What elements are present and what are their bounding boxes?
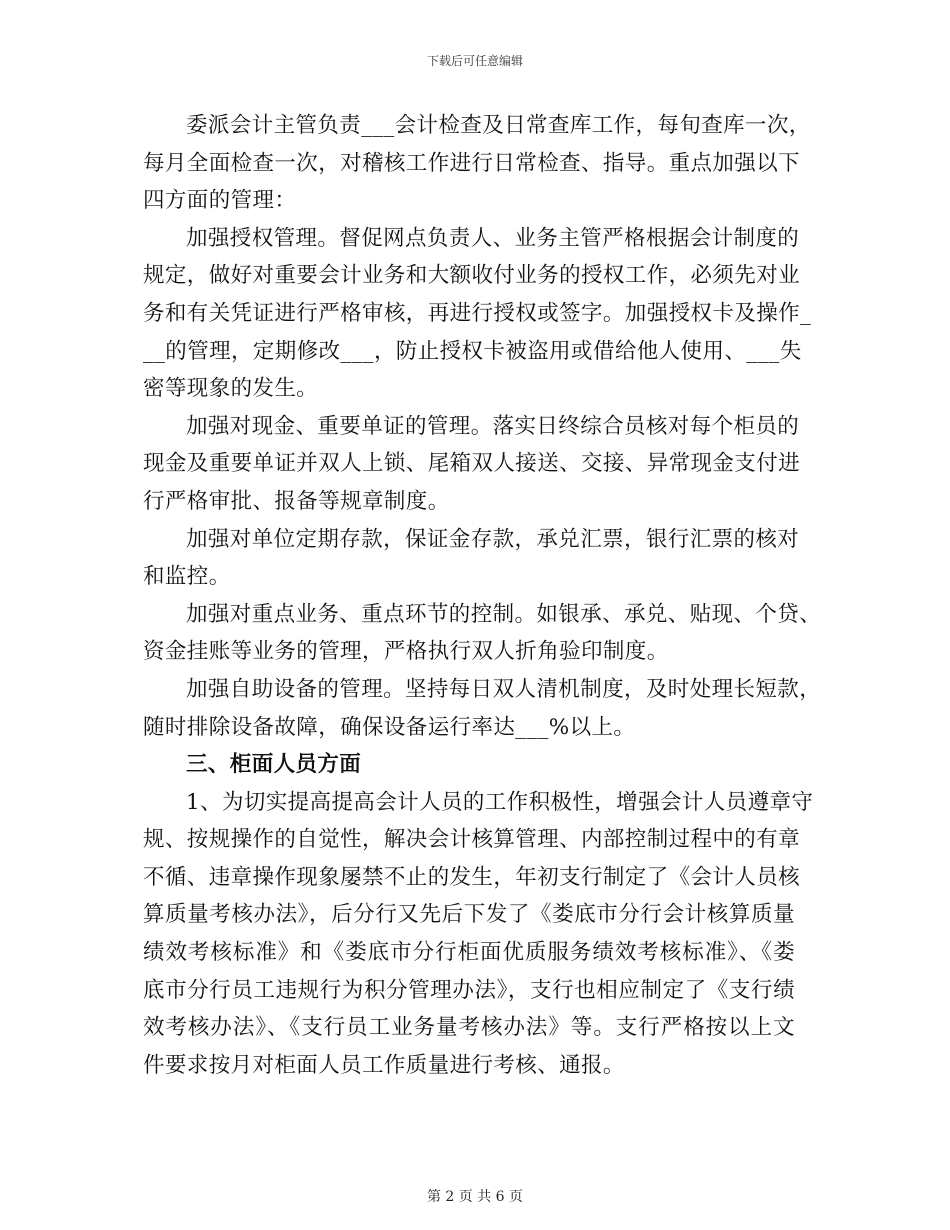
text-line: 三、柜面人员方面 bbox=[186, 752, 362, 778]
text-line: 密等现象的发生。 bbox=[143, 376, 319, 402]
text-line: 效考核办法》、《支行员工业务量考核办法》等。支行严格按以上文 bbox=[143, 1015, 795, 1041]
paragraph bbox=[143, 784, 814, 1085]
paragraph bbox=[143, 408, 801, 521]
text-line: 加强自助设备的管理。坚持每日双人清机制度，及时处理长短款， bbox=[186, 676, 822, 702]
page-footer: 第 2 页 共 6 页 bbox=[426, 1189, 524, 1205]
text-line: 件要求按月对柜面人员工作质量进行考核、通报。 bbox=[143, 1052, 625, 1078]
paragraph bbox=[143, 521, 800, 596]
text-line: 四方面的管理： bbox=[143, 188, 297, 214]
text-line: 加强对重点业务、重点环节的控制。如银承、承兑、贴现、个贷、 bbox=[186, 601, 822, 627]
text-line: 算质量考核办法》，后分行又先后下发了《娄底市分行会计核算质量 bbox=[143, 902, 795, 928]
text-line: 加强对单位定期存款，保证金存款，承兑汇票，银行汇票的核对 bbox=[186, 526, 800, 552]
text-line: 资金挂账等业务的管理，严格执行双人折角验印制度。 bbox=[143, 639, 669, 665]
paragraph bbox=[143, 220, 812, 408]
text-line: 规定，做好对重要会计业务和大额收付业务的授权工作，必须先对业 bbox=[143, 263, 801, 289]
text-line: 规、按规操作的自觉性，解决会计核算管理、内部控制过程中的有章 bbox=[143, 827, 801, 853]
text-line: 加强对现金、重要单证的管理。落实日终综合员核对每个柜员的 bbox=[186, 413, 800, 439]
page-header: 下载后可任意编辑 bbox=[426, 54, 523, 68]
text-line: 加强授权管理。督促网点负责人、业务主管严格根据会计制度的 bbox=[186, 225, 800, 251]
text-line: 1、为切实提高提高会计人员的工作积极性，增强会计人员遵章守 bbox=[186, 789, 814, 815]
paragraph bbox=[143, 671, 822, 746]
text-line: 随时排除设备故障，确保设备运行率达___%以上。 bbox=[143, 714, 636, 740]
text-line: 绩效考核标准》和《娄底市分行柜面优质服务绩效考核标准》、《娄 bbox=[143, 940, 795, 966]
text-line: __的管理，定期修改___，防止授权卡被盗用或借给他人使用、___失 bbox=[143, 338, 802, 364]
text-line: 每月全面检查一次，对稽核工作进行日常检查、指导。重点加强以下 bbox=[143, 150, 801, 176]
text-line: 和监控。 bbox=[143, 564, 231, 590]
text-line: 不循、违章操作现象屡禁不止的发生，年初支行制定了《会计人员核 bbox=[143, 864, 801, 890]
paragraph bbox=[143, 107, 811, 220]
text-line: 委派会计主管负责___会计检查及日常查库工作，每旬查库一次， bbox=[186, 113, 811, 138]
document-body bbox=[143, 107, 822, 1084]
text-line: 行严格审批、报备等规章制度。 bbox=[143, 488, 450, 514]
text-line: 务和有关凭证进行严格审核，再进行授权或签字。加强授权卡及操作_ bbox=[143, 300, 812, 326]
text-line: 底市分行员工违规行为积分管理办法》，支行也相应制定了《支行绩 bbox=[143, 977, 795, 1003]
paragraph bbox=[143, 596, 822, 671]
section-heading bbox=[143, 746, 795, 784]
text-line: 现金及重要单证并双人上锁、尾箱双人接送、交接、异常现金支付进 bbox=[143, 451, 801, 477]
